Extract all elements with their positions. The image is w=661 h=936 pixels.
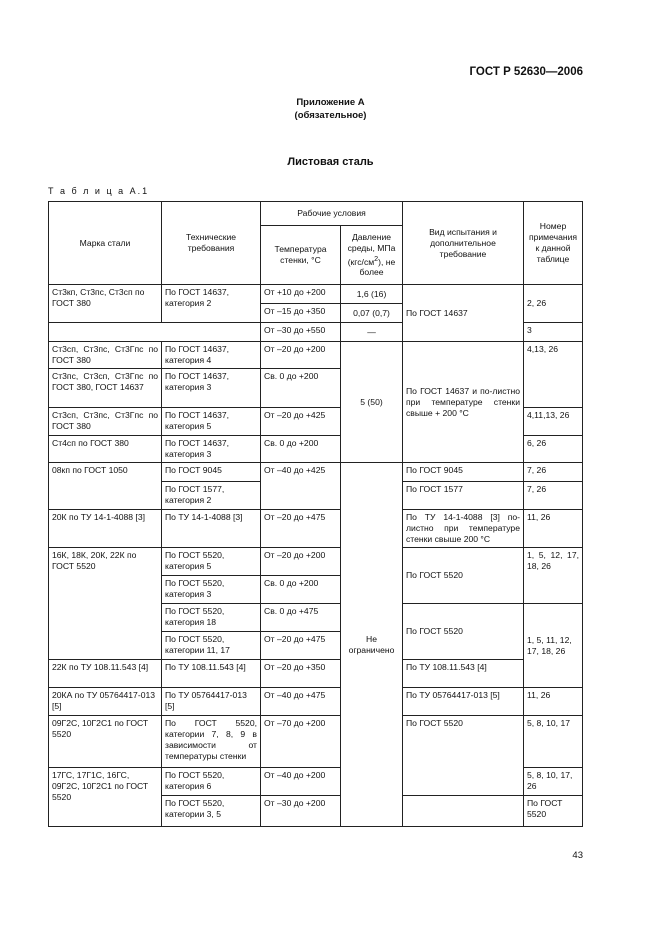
header-work-conditions: Рабочие условия [261,202,403,226]
cell-tech: По ТУ 108.11.543 [4] [162,660,261,688]
cell-tech: По ТУ 14-1-4088 [3] [162,510,261,548]
cell-tech: По ГОСТ 5520, категория 18 [162,604,261,632]
cell-tech: По ГОСТ 5520, категории 11, 17 [162,632,261,660]
appendix-status: (обязательное) [294,110,367,121]
cell-temp: От –20 до +475 [261,632,341,660]
cell-grade: 20К по ТУ 14-1-4088 [3] [49,510,162,548]
cell-tech: По ГОСТ 5520, категория 6 [162,768,261,796]
cell-temp: От –20 до +200 [261,548,341,576]
table-row [49,688,583,716]
table-label: Т а б л и ц а А.1 [48,186,150,196]
cell-grade: Ст3кп, Ст3пс, Ст3сп по ГОСТ 380 [49,285,162,323]
cell-temp: От –20 до +350 [261,660,341,688]
steel-table [48,201,583,827]
table-row [49,548,583,576]
cell-pressure: Не ограничено [341,463,403,827]
cell-temp: От –30 до +200 [261,796,341,827]
cell-pressure: 0,07 (0,7) [341,304,403,323]
cell-grade: 22К по ТУ 108.11.543 [4] [49,660,162,688]
cell-note: 1, 5, 12, 17, 18, 26 [524,548,583,604]
cell-temp: Св. 0 до +475 [261,604,341,632]
cell-pressure: — [341,323,403,342]
table-row [49,716,583,768]
cell-note: 7, 26 [524,463,583,482]
header-temperature: Температура стенки, °С [261,226,341,285]
cell-pressure-blank [403,796,524,827]
cell-note: 5, 8, 10, 17 [524,716,583,768]
cell-temp: От –20 до +425 [261,408,341,436]
table-row [49,463,583,482]
section-title: Листовая сталь [287,156,374,168]
cell-grade-tech-blank [49,323,261,342]
cell-tech: По ГОСТ 5520, категории 3, 5 [162,796,261,827]
cell-tech: По ГОСТ 14637, категория 3 [162,436,261,463]
cell-test: По ГОСТ 1577 [403,482,524,510]
table-header-row [49,202,583,226]
header-tech-req: Технические требования [162,202,261,285]
cell-temp: От –20 до +200 [261,342,341,369]
cell-test: По ГОСТ 5520 [403,548,524,604]
cell-pressure: 5 (50) [341,342,403,463]
cell-tech: По ГОСТ 14637, категория 3 [162,369,261,408]
cell-test: По ТУ 05764417-013 [5] [403,688,524,716]
cell-grade: 09Г2С, 10Г2С1 по ГОСТ 5520 [49,716,162,768]
cell-temp: От –40 до +475 [261,688,341,716]
cell-note: 11, 26 [524,510,583,548]
cell-note: 4,13, 26 [524,342,583,408]
header-note: Номер примечания к данной таблице [524,202,583,285]
appendix-heading [0,96,661,122]
cell-test: По ГОСТ 9045 [403,463,524,482]
cell-note: 2, 26 [524,285,583,323]
header-test: Вид испытания и дополнительное требование [403,202,524,285]
appendix-title: Приложение А [296,97,365,108]
cell-tech: По ГОСТ 14637, категория 4 [162,342,261,369]
cell-note: 5, 8, 10, 17, 26 [524,768,583,796]
cell-temp: От –70 до +200 [261,716,341,768]
table-row [49,342,583,369]
cell-tech: По ГОСТ 5520, категории 7, 8, 9 в зависимости от температуры стенки [162,716,261,768]
cell-tech: По ГОСТ 14637, категория 2 [162,285,261,323]
cell-tech: По ГОСТ 5520, категория 3 [162,576,261,604]
table-row [49,660,583,688]
cell-grade: Ст4сп по ГОСТ 380 [49,436,162,463]
cell-test: По ТУ 14-1-4088 [3] по-листно при температуре стенки свыше 200 °С [403,510,524,548]
cell-tech: По ГОСТ 14637, категория 5 [162,408,261,436]
header-pressure [341,226,403,285]
cell-test: По ГОСТ 5520 [524,796,583,827]
cell-pressure: 1,6 (16) [341,285,403,304]
cell-temp: Св. 0 до +200 [261,576,341,604]
cell-note: 3 [524,323,583,342]
cell-note: 7, 26 [524,482,583,510]
cell-test: По ГОСТ 5520 [403,716,524,796]
cell-test: По ГОСТ 14637 [403,285,524,342]
cell-grade: Ст3сп, Ст3пс, Ст3Гпс по ГОСТ 380 [49,408,162,436]
cell-temp: От –40 до +200 [261,768,341,796]
cell-grade: Ст3пс, Ст3сп, Ст3Гпс по ГОСТ 380, ГОСТ 14637 [49,369,162,408]
cell-grade: 20КА по ТУ 05764417-013 [5] [49,688,162,716]
header-pressure-line1: Давление среды, МПа (кгс/см [347,231,396,267]
cell-note: 4,11,13, 26 [524,408,583,436]
cell-temp: От –15 до +350 [261,304,341,323]
cell-temp: От –30 до +550 [261,323,341,342]
cell-grade: 16К, 18К, 20К, 22К по ГОСТ 5520 [49,548,162,660]
header-grade: Марка стали [49,202,162,285]
table-row [49,510,583,548]
header-pressure-line2: ), не более [359,256,396,278]
table-row [49,285,583,304]
cell-grade: 17ГС, 17Г1С, 16ГС, 09Г2С, 10Г2С1 по ГОСТ 5520 [49,768,162,827]
cell-temp: От –40 до +425 [261,463,341,510]
cell-temp: От –20 до +475 [261,510,341,548]
page-number: 43 [572,850,583,861]
cell-test: По ТУ 108.11.543 [4] [403,660,524,688]
cell-test: По ГОСТ 14637 и по-листно при температуре стенки свыше + 200 °С [403,342,524,463]
cell-note: 1, 5, 11, 12, 17, 18, 26 [524,604,583,688]
cell-grade: Ст3сп, Ст3пс, Ст3Гпс по ГОСТ 380 [49,342,162,369]
cell-tech: По ГОСТ 1577, категория 2 [162,482,261,510]
cell-note: 11, 26 [524,688,583,716]
cell-grade: 08кп по ГОСТ 1050 [49,463,162,510]
cell-note: 6, 26 [524,436,583,463]
cell-tech: По ГОСТ 9045 [162,463,261,482]
standard-number: ГОСТ Р 52630—2006 [469,66,583,78]
cell-temp: Св. 0 до +200 [261,436,341,463]
cell-temp: От +10 до +200 [261,285,341,304]
header-pressure-sup: 2 [374,254,379,263]
cell-tech: По ГОСТ 5520, категория 5 [162,548,261,576]
cell-temp: Св. 0 до +200 [261,369,341,408]
cell-tech: По ТУ 05764417-013 [5] [162,688,261,716]
cell-test: По ГОСТ 5520 [403,604,524,660]
